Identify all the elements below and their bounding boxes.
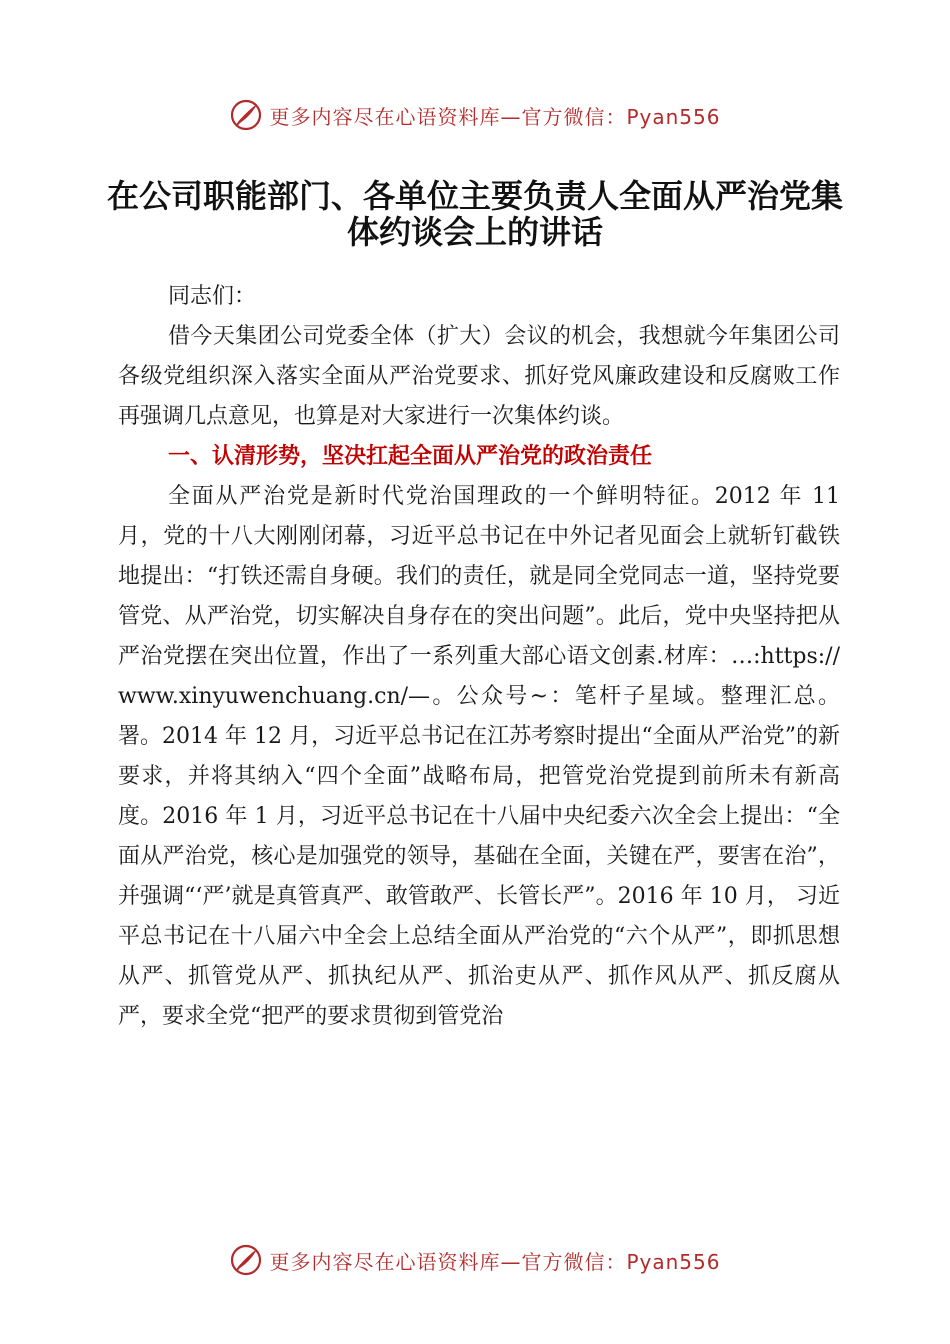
section-heading: 一、认清形势，坚决扛起全面从严治党的政治责任 <box>168 444 653 469</box>
banner-text: 更多内容尽在心语资料库—官方微信：Pyan556 <box>269 1249 721 1274</box>
document-body <box>118 277 840 1037</box>
section-body-paragraph: 全面从严治党是新时代党治国理政的一个鲜明特征。2012 年 11 月，党的十八大刚刚闭幕，习近平总书记在中外记者见面会上就斩钉截铁地提出：“打铁还需自身硬。我们的责任，就是同全党同志一道，坚持党要管党、从严治党，切实解决自身存在的突出问题”。此后，党中央坚持把从严治党摆在突出位置，作出了一系列重大部心语文创素.材库：…:https://www.xinyuwenchuang.cn/—。公众号~：笔杆子星域。整理汇总。署。2014 年 12 月，习近平总书记在江苏考察时提出“全面从严治党”的新要求，并将其纳入“四个全面”战略布局，把管党治党提到前所未有新高度。2016 年 1 月，习近平总书记在十八届中央纪委六次全会上提出：“全面从严治党，核心是加强党的领导，基础在全面，关键在严，要害在治”，并强调“‘严’就是真管真严、敢管敢严、长管长严”。2016 年 10 月， 习近平总书记在十八届六中全会上总结全面从严治党的“六个从严”，即抓思想从严、抓管党从严、抓执纪从严、抓治吏从严、抓作风从严、抓反腐从严，要求全党“把严的要求贯彻到管党治 <box>118 484 840 1029</box>
intro-paragraph: 借今天集团公司党委全体（扩大）会议的机会，我想就今年集团公司各级党组织深入落实全面从严治党要求、抓好党风廉政建设和反腐败工作再强调几点意见，也算是对大家进行一次集体约谈。 <box>118 324 840 429</box>
quill-logo-icon <box>229 98 263 132</box>
banner-text: 更多内容尽在心语资料库—官方微信：Pyan556 <box>269 104 721 129</box>
quill-logo-icon <box>229 1243 263 1277</box>
salutation: 同志们： <box>168 284 257 309</box>
footer-banner <box>0 1240 950 1280</box>
header-banner <box>0 95 950 135</box>
document-title: 在公司职能部门、各单位主要负责人全面从严治党集体约谈会上的讲话 <box>106 177 843 251</box>
